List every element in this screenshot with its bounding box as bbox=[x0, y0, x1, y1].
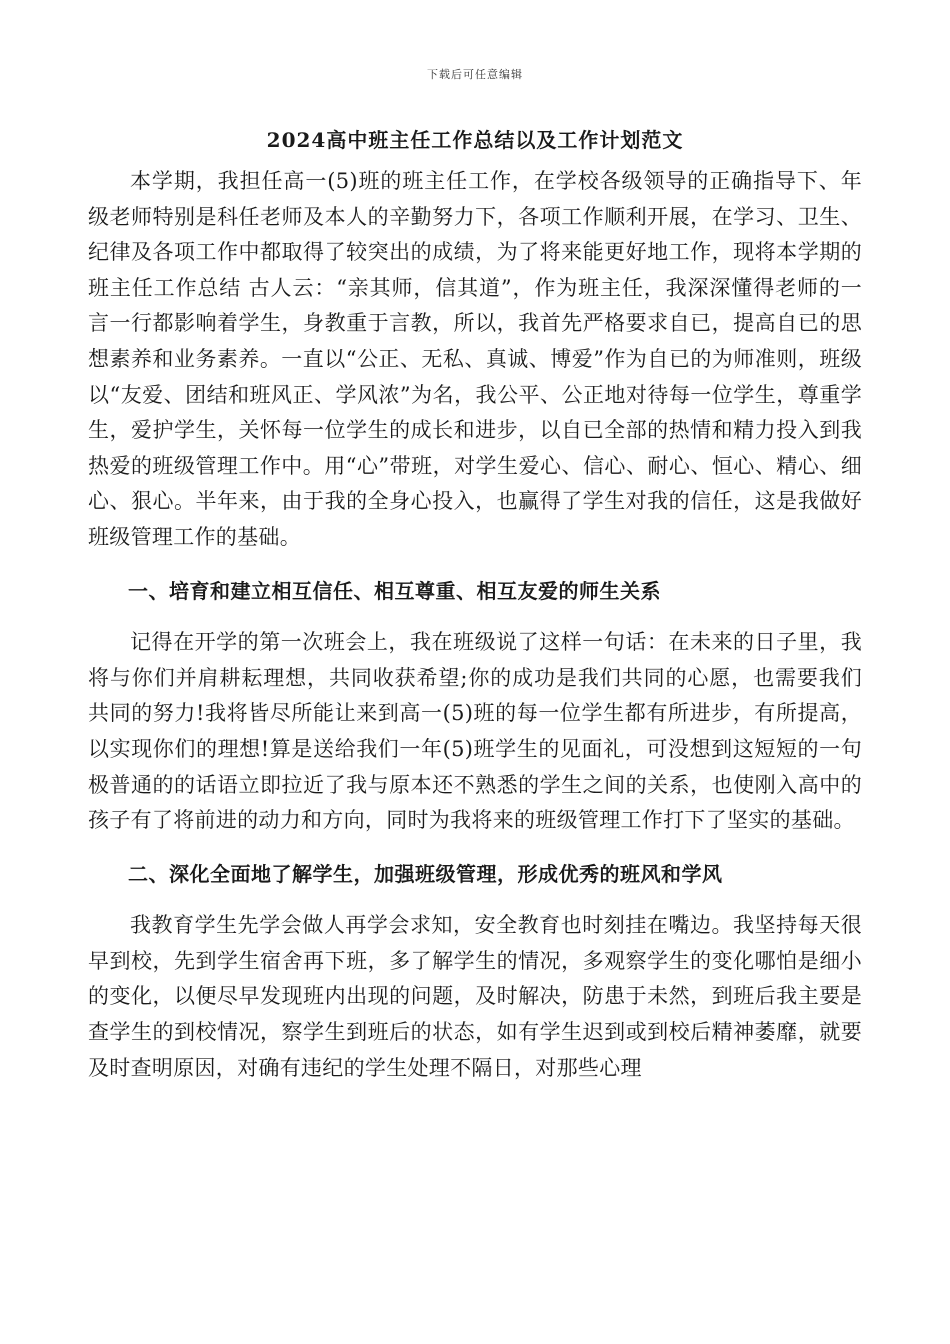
document-title: 2024高中班主任工作总结以及工作计划范文 bbox=[266, 128, 684, 152]
spacer bbox=[88, 556, 862, 574]
intro-paragraph: 本学期，我担任高一(5)班的班主任工作，在学校各级领导的正确指导下、年级老师特别是科任老师及本人的辛勤努力下，各项工作顺利开展，在学习、卫生、纪律及各项工作中都取得了较突出的成绩，为了将来能更好地工作，现将本学期的班主任工作总结 古人云：“亲其师，信其道”，作为班主任，我深深懂得老师的一言一行都影响着学生，身教重于言教，所以，我首先严格要求自已，提高自已的思想素养和业务素养。一直以“公正、无私、真诚、博爱”作为自已的为师准则，班级以“友爱、团结和班风正、学风浓”为名，我公平、公正地对待每一位学生，尊重学生，爱护学生，关怀每一位学生的成长和进步，以自已全部的热情和精力投入到我热爱的班级管理工作中。用“心”带班，对学生爱心、信心、耐心、恒心、精心、细心、狠心。半年来，由于我的全身心投入，也赢得了学生对我的信任，这是我做好班级管理工作的基础。 bbox=[88, 169, 862, 549]
spacer bbox=[88, 839, 862, 857]
section-heading-2: 二、深化全面地了解学生，加强班级管理，形成优秀的班风和学风 bbox=[128, 861, 723, 886]
spacer bbox=[88, 892, 862, 908]
section-heading-1: 一、培育和建立相互信任、相互尊重、相互友爱的师生关系 bbox=[128, 578, 661, 603]
document-body bbox=[88, 164, 862, 1086]
spacer bbox=[88, 609, 862, 625]
section1-paragraph: 记得在开学的第一次班会上，我在班级说了这样一句话：在未来的日子里，我将与你们并肩耕耘理想，共同收获希望;你的成功是我们共同的心愿，也需要我们共同的努力!我将皆尽所能让来到高一(5)班的每一位学生都有所进步，有所提高，以实现你们的理想!算是送给我们一年(5)班学生的见面礼，可没想到这短短的一句极普通的的话语立即拉近了我与原本还不熟悉的学生之间的关系，也使刚入高中的孩子有了将前进的动力和方向，同时为我将来的班级管理工作打下了坚实的基础。 bbox=[88, 630, 862, 833]
section2-paragraph: 我教育学生先学会做人再学会求知，安全教育也时刻挂在嘴边。我坚持每天很早到校，先到学生宿舍再下班，多了解学生的情况，多观察学生的变化哪怕是细小的变化，以便尽早发现班内出现的问题，及时解决，防患于未然，到班后我主要是查学生的到校情况，察学生到班后的状态，如有学生迟到或到校后精神萎靡，就要及时查明原因，对确有违纪的学生处理不隔日，对那些心理 bbox=[88, 913, 862, 1080]
header-note: 下载后可任意编辑 bbox=[427, 68, 523, 81]
